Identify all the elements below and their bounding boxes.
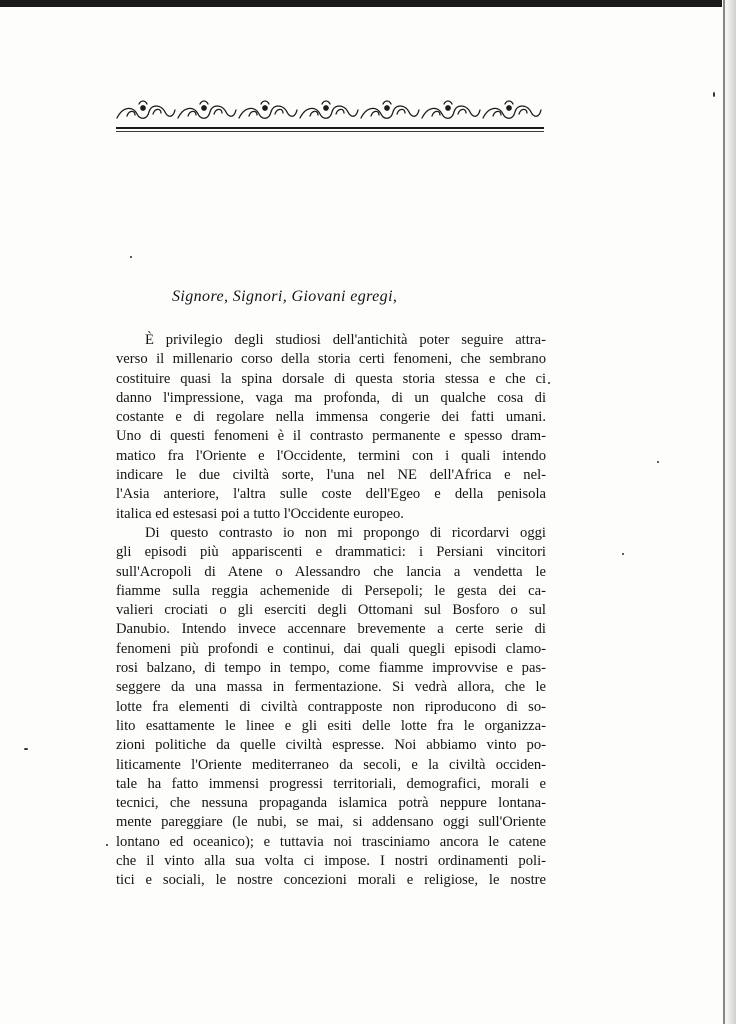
text-line: Di questo contrasto io non mi propongo di ricordarvi oggi — [145, 524, 546, 541]
text-line: fenomeni più profondi e continui, dai quali quegli episodi clamo- — [116, 640, 546, 657]
text-line: valieri crociati o gli eserciti degli Ottomani sul Bosforo o sul — [116, 602, 546, 619]
right-edge-shadow-line — [723, 0, 725, 1024]
text-line: mente pareggiare (le nubi, se mai, si addensano oggi sull'Oriente — [116, 814, 546, 831]
text-line: È privilegio degli studiosi dell'antichità poter seguire attra- — [145, 332, 546, 348]
text-line: Uno di questi fenomeni è il contrasto permanente e spesso dram- — [116, 428, 546, 445]
text-line: sull'Acropoli di Atene o Alessandro che lancia a vendetta le — [116, 563, 546, 580]
text-line: rosi balzano, di tempo in tempo, come fiamme improvvise e pas- — [116, 660, 546, 677]
text-line: lotte fra elementi di civiltà contrapposte non riproducono di so- — [116, 698, 546, 715]
header-rule-thick — [116, 127, 544, 129]
text-line: tici e sociali, le nostre concezioni morali e religiose, le nostre — [116, 872, 546, 889]
salutation: Signore, Signori, Giovani egregi, — [172, 288, 398, 305]
text-line: italica ed estesasi poi a tutto l'Occidente europeo. — [116, 505, 404, 522]
text-line: tecnici, che nessuna propaganda islamica potrà neppure lontana- — [116, 795, 546, 812]
paper-speck — [622, 553, 624, 555]
header-rule-thin — [116, 131, 544, 132]
body-text — [116, 331, 546, 891]
text-line: fiamme sulla reggia achemenide di Persepoli; le gesta dei ca- — [116, 582, 546, 599]
ornament-motif — [178, 101, 236, 118]
paper-speck — [106, 844, 108, 846]
text-line: matico fra l'Oriente e l'Occidente, termini con i quali intendo — [116, 447, 546, 464]
paper-speck — [130, 256, 132, 258]
text-line: liticamente l'Oriente mediterraneo da secoli, e la civiltà occiden- — [116, 756, 546, 773]
text-line: lito esattamente le linee e gli esiti delle lotte fra le organizza- — [116, 717, 546, 734]
text-line: gli episodi più appariscenti e drammatici: i Persiani vincitori — [116, 544, 546, 561]
ornament-motif — [483, 101, 541, 118]
ornament-motif — [117, 101, 175, 118]
text-line: che il vinto alla sua volta ci impose. I nostri ordinamenti poli- — [116, 853, 546, 870]
ornament-motif — [300, 101, 358, 118]
top-page-edge — [0, 0, 736, 7]
text-line: costituire quasi la spina dorsale di questa storia stessa e che ci — [116, 370, 546, 387]
ornament-motif — [422, 101, 480, 118]
text-line: Danubio. Intendo invece accennare brevemente a certe serie di — [116, 621, 546, 638]
text-line: seggere da una massa in fermentazione. Si vedrà allora, che le — [116, 679, 546, 696]
text-line: verso il millenario corso della storia certi fenomeni, che sembrano — [116, 351, 546, 368]
paper-speck — [657, 461, 659, 463]
text-line: l'Asia anteriore, l'altra sulle coste dell'Egeo e della penisola — [116, 486, 546, 503]
text-line: costante e di regolare nella immensa congerie dei fatti umani. — [116, 409, 546, 426]
text-line: indicare le due civiltà sorte, l'una nel NE dell'Africa e nel- — [116, 467, 546, 484]
ornament-motif — [361, 101, 419, 118]
paper-speck — [713, 92, 715, 97]
text-line: danno l'impressione, vaga ma profonda, di un qualche cosa di — [116, 389, 546, 406]
text-line: tale ha fatto immensi progressi territoriali, demografici, morali e — [116, 775, 546, 792]
paper-speck — [548, 382, 550, 384]
scroll-vine-ornament — [113, 96, 543, 126]
ornament-motif — [239, 101, 297, 118]
paper-speck — [24, 748, 28, 750]
text-line: zioni politiche da quelle civiltà espresse. Noi abbiamo vinto po- — [116, 737, 546, 754]
text-line: lontano ed oceanico); e tuttavia noi trasciniamo ancora le catene — [116, 833, 546, 850]
